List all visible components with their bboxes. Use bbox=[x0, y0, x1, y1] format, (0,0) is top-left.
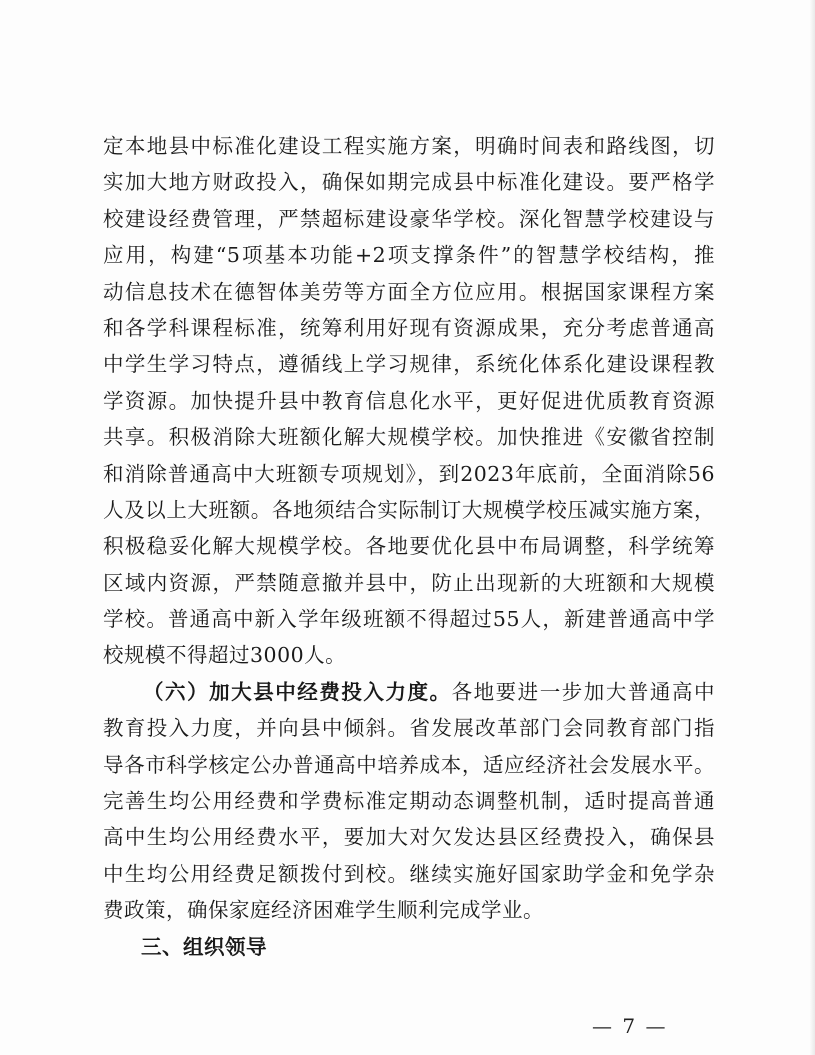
page-number: — 7 — bbox=[592, 1014, 668, 1038]
text-line: 中学生学习特点，遵循线上学习规律，系统化体系化建设课程教 bbox=[103, 352, 715, 377]
text-line: 和消除普通高中大班额专项规划》，到2023年底前，全面消除56 bbox=[103, 461, 715, 486]
text-line: 校规模不得超过3000人。 bbox=[103, 643, 347, 668]
subsection-heading: （六）加大县中经费投入力度。 bbox=[143, 679, 452, 704]
text-line: 人及以上大班额。各地须结合实际制订大规模学校压减实施方案， bbox=[103, 497, 715, 522]
document-body bbox=[103, 128, 715, 965]
text-line: 共享。积极消除大班额化解大规模学校。加快推进《安徽省控制 bbox=[103, 425, 715, 450]
text-line: 高中生均公用经费水平，要加大对欠发达县区经费投入，确保县 bbox=[103, 825, 715, 850]
text-line: 完善生均公用经费和学费标准定期动态调整机制，适时提高普通 bbox=[103, 789, 715, 814]
text-line: 应用，构建“5项基本功能+2项支撑条件”的智慧学校结构，推 bbox=[103, 243, 715, 268]
text-line: 学校。普通高中新入学年级班额不得超过55人，新建普通高中学 bbox=[103, 607, 715, 632]
text-line: 中生均公用经费足额拨付到校。继续实施好国家助学金和免学杂 bbox=[103, 861, 715, 886]
text-line: 实加大地方财政投入，确保如期完成县中标准化建设。要严格学 bbox=[103, 170, 715, 195]
paragraph-1 bbox=[103, 128, 715, 674]
text-line: 导各市科学核定公办普通高中培养成本，适应经济社会发展水平。 bbox=[103, 752, 715, 777]
paragraph-2-first-line bbox=[103, 674, 715, 710]
text-line: 动信息技术在德智体美劳等方面全方位应用。根据国家课程方案 bbox=[103, 279, 715, 304]
paragraph-2 bbox=[103, 674, 715, 929]
section-heading: 三、组织领导 bbox=[141, 934, 267, 959]
text-line: 积极稳妥化解大规模学校。各地要优化县中布局调整，科学统筹 bbox=[103, 534, 715, 559]
text-line: 费政策，确保家庭经济困难学生顺利完成学业。 bbox=[103, 898, 544, 923]
text-line: 区域内资源，严禁随意撤并县中，防止出现新的大班额和大规模 bbox=[103, 570, 715, 595]
text-run: 各地要进一步加大普通高中 bbox=[451, 679, 716, 704]
scan-edge-shadow bbox=[809, 0, 815, 1055]
text-line: 定本地县中标准化建设工程实施方案，明确时间表和路线图，切 bbox=[103, 134, 715, 158]
text-line: 校建设经费管理，严禁超标建设豪华学校。深化智慧学校建设与 bbox=[103, 206, 715, 231]
text-line: 学资源。加快提升县中教育信息化水平，更好促进优质教育资源 bbox=[103, 388, 715, 413]
text-line: 和各学科课程标准，统筹利用好现有资源成果，充分考虑普通高 bbox=[103, 315, 715, 340]
text-line: 教育投入力度，并向县中倾斜。省发展改革部门会同教育部门指 bbox=[103, 716, 715, 741]
